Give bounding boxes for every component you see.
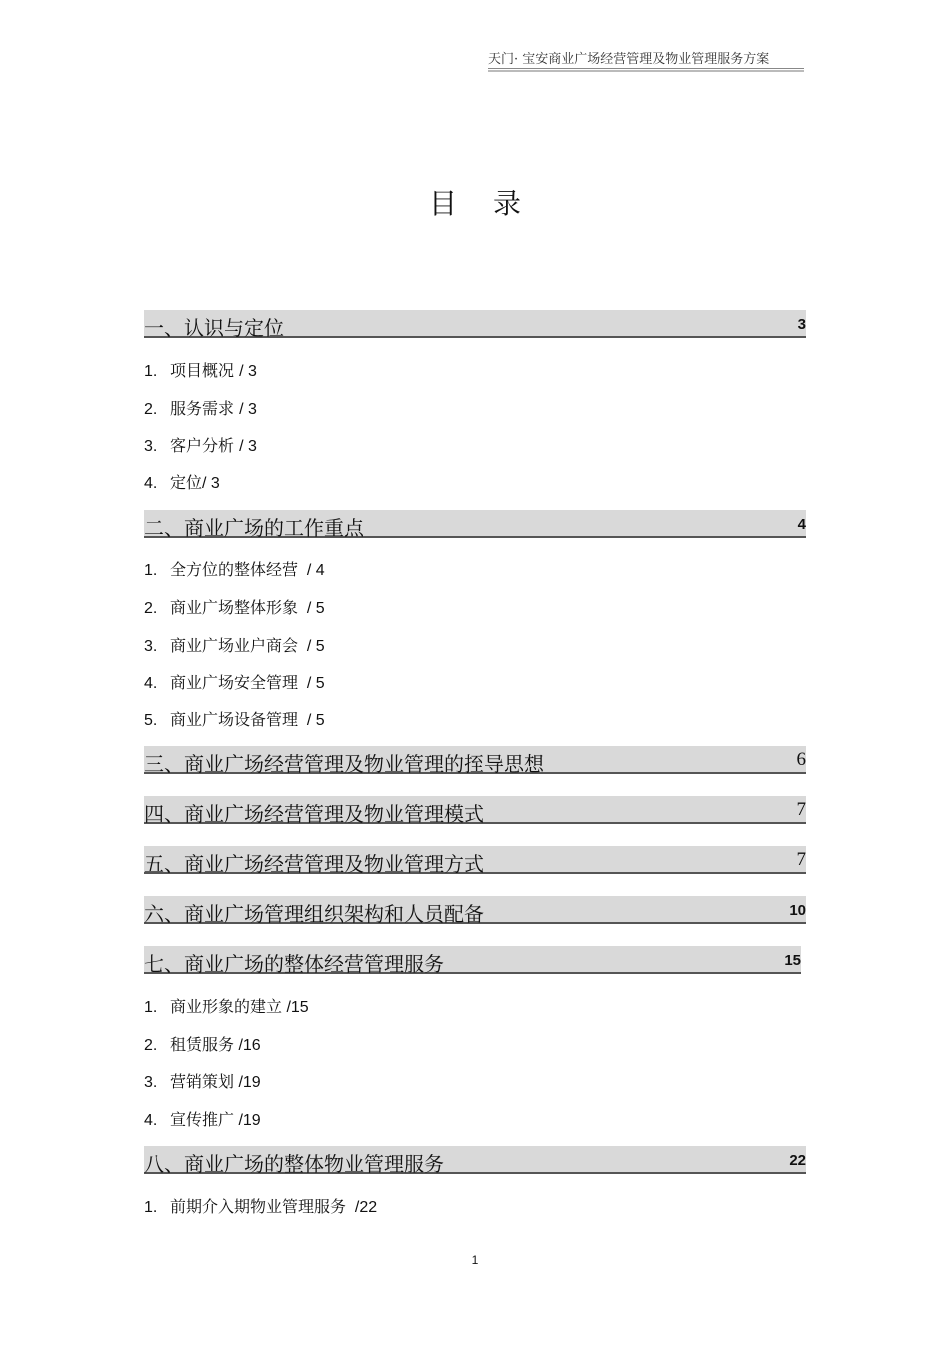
toc-item-number: 4. xyxy=(144,675,158,692)
toc-item-page: / 3 xyxy=(239,363,257,380)
toc-section-8[interactable] xyxy=(144,1146,806,1174)
toc-item-page: /15 xyxy=(282,999,309,1016)
toc-section-label: 四、商业广场经营管理及物业管理模式 xyxy=(144,802,484,826)
toc-item[interactable] xyxy=(144,1069,261,1092)
toc-item[interactable] xyxy=(144,633,325,656)
toc-section-label: 三、商业广场经营管理及物业管理的挃导思想 xyxy=(144,752,544,776)
toc-section-page: 4 xyxy=(797,516,806,533)
toc-item-text: 客户分析 xyxy=(170,436,235,455)
toc-item-page: / 5 xyxy=(298,712,325,729)
toc-section-7[interactable] xyxy=(144,946,801,974)
toc-item-text: 营销策划 xyxy=(170,1072,235,1091)
toc-item[interactable] xyxy=(144,358,257,381)
toc-item[interactable] xyxy=(144,433,257,456)
toc-item-number: 1. xyxy=(144,562,158,579)
toc-section-page: 15 xyxy=(784,952,801,969)
toc-item-number: 1. xyxy=(144,1199,158,1216)
toc-item-text: 商业广场安全管理 xyxy=(170,673,299,692)
toc-item-page: / 5 xyxy=(298,638,325,655)
toc-section-label: 六、商业广场管理组织架构和人员配备 xyxy=(144,902,484,926)
toc-item-page: /19 xyxy=(234,1112,261,1129)
toc-item-number: 3. xyxy=(144,438,158,455)
toc-section-page: 6 xyxy=(796,749,806,770)
toc-item[interactable] xyxy=(144,707,325,730)
toc-section-1[interactable] xyxy=(144,310,806,338)
toc-item-text: 项目概况 xyxy=(170,361,235,380)
toc-section-label: 二、商业广场的工作重点 xyxy=(144,516,364,540)
toc-item-page: /16 xyxy=(234,1037,261,1054)
toc-section-page: 22 xyxy=(789,1152,806,1169)
page-title: 目录 xyxy=(428,187,557,220)
toc-section-page: 7 xyxy=(796,799,806,820)
toc-section-label: 八、商业广场的整体物业管理服务 xyxy=(144,1152,444,1176)
toc-item-page: / 5 xyxy=(298,600,325,617)
toc-item-page: /19 xyxy=(234,1074,261,1091)
toc-item-page: / 3 xyxy=(239,438,257,455)
toc-section-label: 七、商业广场的整体经营管理服务 xyxy=(144,952,444,976)
toc-item-number: 5. xyxy=(144,712,158,729)
toc-item[interactable] xyxy=(144,1194,377,1217)
toc-item-page: /22 xyxy=(346,1199,378,1216)
toc-item-text: 服务需求 xyxy=(170,399,235,418)
toc-section-2[interactable] xyxy=(144,510,806,538)
toc-item[interactable] xyxy=(144,1107,261,1130)
toc-item[interactable] xyxy=(144,396,257,419)
toc-item-page: / 3 xyxy=(239,401,257,418)
toc-item-number: 2. xyxy=(144,600,158,617)
toc-section-page: 10 xyxy=(789,902,806,919)
toc-item-number: 2. xyxy=(144,401,158,418)
toc-item-number: 1. xyxy=(144,363,158,380)
toc-item-page: / 4 xyxy=(298,562,325,579)
toc-item-number: 4. xyxy=(144,1112,158,1129)
toc-item-text: 商业形象的建立 xyxy=(170,997,283,1016)
toc-item-number: 3. xyxy=(144,638,158,655)
running-header: 天门· 宝安商业广场经营管理及物业管理服务方案 xyxy=(488,52,770,67)
toc-section-3[interactable] xyxy=(144,746,806,774)
toc-item-text: 商业广场业户商会 xyxy=(170,636,299,655)
toc-item-number: 2. xyxy=(144,1037,158,1054)
toc-item[interactable] xyxy=(144,557,325,580)
toc-item-text: 租赁服务 xyxy=(170,1035,235,1054)
toc-section-label: 一、认识与定位 xyxy=(144,316,284,340)
toc-item-page: / 3 xyxy=(202,475,220,492)
toc-item-number: 4. xyxy=(144,475,158,492)
toc-item-text: 宣传推广 xyxy=(170,1110,235,1129)
toc-item-number: 3. xyxy=(144,1074,158,1091)
toc-section-page: 3 xyxy=(797,316,806,333)
toc-section-label: 五、商业广场经营管理及物业管理方式 xyxy=(144,852,484,876)
toc-item[interactable] xyxy=(144,994,309,1017)
toc-item[interactable] xyxy=(144,670,325,693)
toc-item-text: 前期介入期物业管理服务 xyxy=(170,1197,347,1216)
toc-section-page: 7 xyxy=(796,849,806,870)
toc-item-text: 商业广场设备管理 xyxy=(170,710,299,729)
toc-item-text: 定位 xyxy=(170,473,203,492)
toc-item[interactable] xyxy=(144,1032,261,1055)
page-number: 1 xyxy=(471,1253,479,1267)
toc-section-4[interactable] xyxy=(144,796,806,824)
toc-section-6[interactable] xyxy=(144,896,806,924)
toc-section-5[interactable] xyxy=(144,846,806,874)
toc-item[interactable] xyxy=(144,595,325,618)
toc-item-text: 全方位的整体经营 xyxy=(170,560,299,579)
toc-item-number: 1. xyxy=(144,999,158,1016)
toc-item-text: 商业广场整体形象 xyxy=(170,598,299,617)
toc-item[interactable] xyxy=(144,470,220,493)
header-rule xyxy=(488,68,804,72)
toc-item-page: / 5 xyxy=(298,675,325,692)
